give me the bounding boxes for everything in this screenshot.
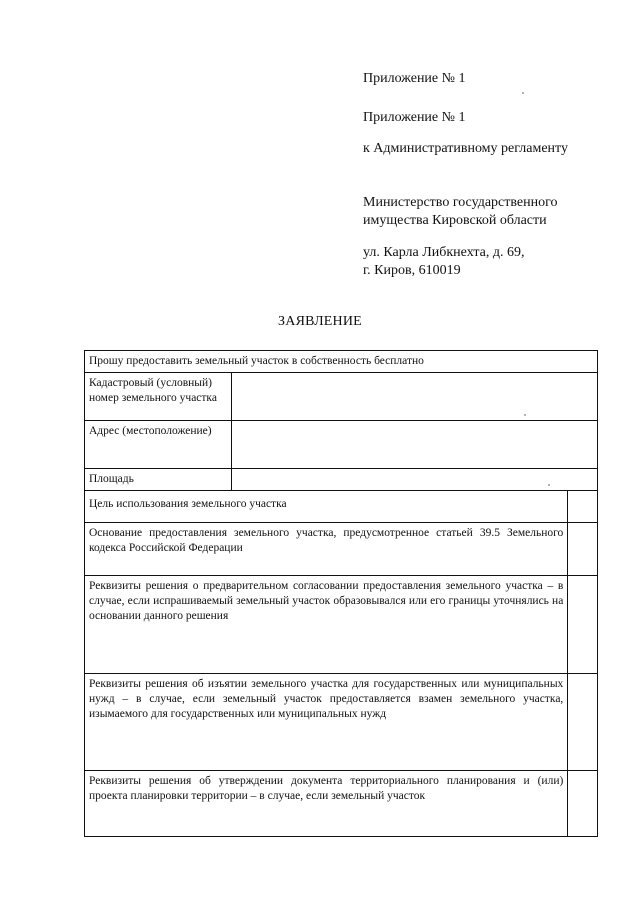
address-line-1: ул. Карла Либкнехта, д. 69, (363, 245, 525, 260)
cadastral-label: Кадастровый (условный) номер земельного участка (85, 373, 232, 421)
basis-value-field[interactable] (568, 523, 598, 576)
address-line-2: г. Киров, 610019 (363, 263, 461, 278)
planning-value-field[interactable] (568, 771, 598, 837)
scan-speck (548, 484, 550, 486)
table-row (85, 523, 598, 576)
table-row (85, 469, 598, 491)
planning-label: Реквизиты решения об утверждении документа территориального планирования и (или) проекта планировки территории – в случае, если земельный участок (85, 771, 568, 837)
ministry-line-2: имущества Кировской области (363, 213, 547, 228)
application-form-table (84, 350, 598, 837)
table-row (85, 674, 598, 771)
area-label: Площадь (85, 469, 232, 491)
purpose-value-field[interactable] (568, 491, 598, 523)
seizure-label: Реквизиты решения об изъятии земельного участка для государственных или муниципальных нужд – в случае, если земельный участок предоставляется взамен земельного участка, изымаемого для государственных или муниципальных нужд (85, 674, 568, 771)
seizure-value-field[interactable] (568, 674, 598, 771)
area-value-field[interactable] (232, 469, 598, 491)
appendix-line-2: Приложение № 1 (363, 110, 466, 125)
purpose-label: Цель использования земельного участка (85, 491, 568, 523)
document-title: ЗАЯВЛЕНИЕ (278, 314, 362, 329)
scan-speck (522, 92, 524, 94)
scan-speck (524, 414, 526, 416)
table-row (85, 421, 598, 469)
appendix-line-1: Приложение № 1 (363, 71, 466, 86)
table-row (85, 771, 598, 837)
table-row (85, 576, 598, 674)
table-row (85, 373, 598, 421)
table-row (85, 491, 598, 523)
basis-label: Основание предоставления земельного участка, предусмотренное статьей 39.5 Земельного кодекса Российской Федерации (85, 523, 568, 576)
table-row (85, 351, 598, 373)
regulation-line: к Административному регламенту (363, 141, 568, 156)
addressee-header (363, 70, 613, 280)
request-cell: Прошу предоставить земельный участок в собственность бесплатно (85, 351, 598, 373)
address-value-field[interactable] (232, 421, 598, 469)
prelim-approval-value-field[interactable] (568, 576, 598, 674)
prelim-approval-label: Реквизиты решения о предварительном согласовании предоставления земельного участка – в случае, если испрашиваемый земельный участок образовывался или его границы уточнялись на основании данного решения (85, 576, 568, 674)
ministry-line-1: Министерство государственного (363, 195, 558, 210)
address-label: Адрес (местоположение) (85, 421, 232, 469)
cadastral-value-field[interactable] (232, 373, 598, 421)
